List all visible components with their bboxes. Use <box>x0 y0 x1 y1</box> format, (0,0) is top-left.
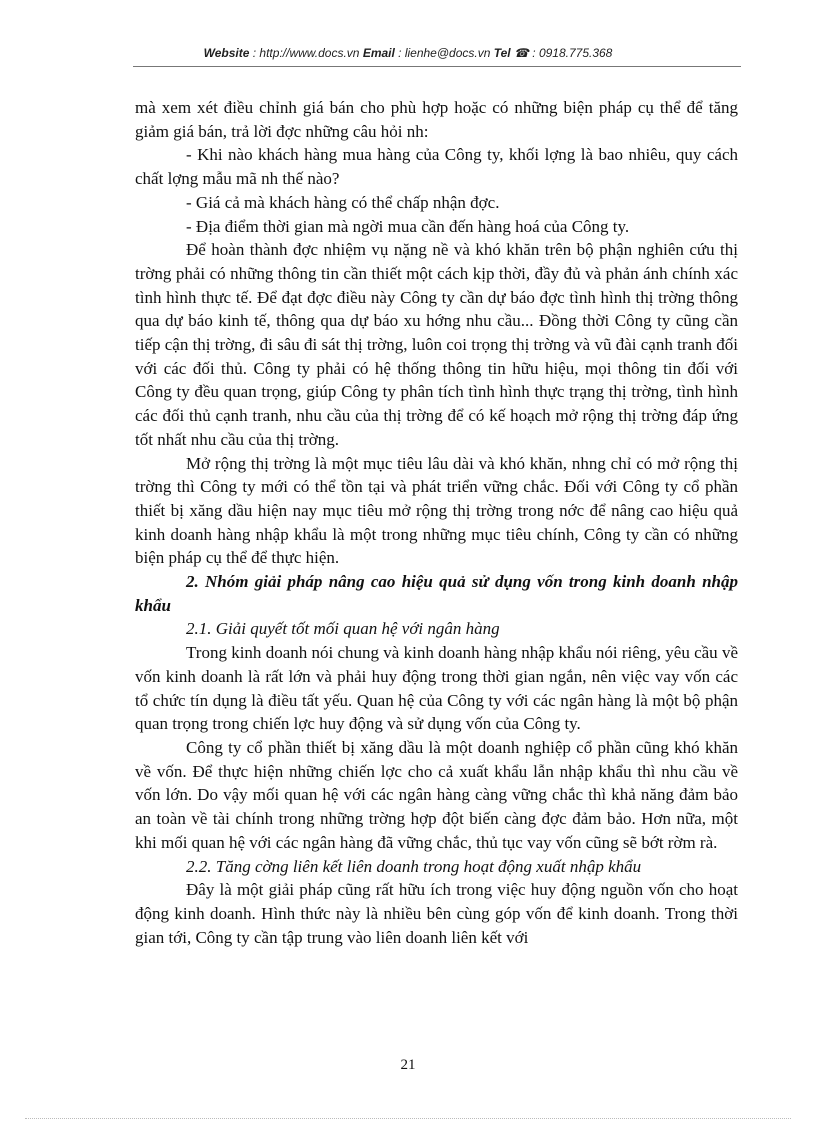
paragraph: Mở rộng thị trờng là một mục tiêu lâu dài và khó khăn, nhng chỉ có mở rộng thị trờng thì Công ty mới có thể tồn tại và phát triển vững chắc. Đối với Công ty cổ phần thiết bị xăng dầu hiện nay mục tiêu mở rộng thị trờng trong nớc để nâng cao hiệu quả kinh doanh hàng nhập khẩu là một trong những mục tiêu chính, Công ty cần có những biện pháp cụ thể để thực hiện. <box>135 453 738 568</box>
paragraph: - Giá cả mà khách hàng có thể chấp nhận đợc. <box>186 192 500 212</box>
header-divider <box>133 66 741 67</box>
page-number: 21 <box>400 1057 416 1073</box>
tel-number: : 0918.775.368 <box>528 46 613 60</box>
page-header <box>0 46 816 60</box>
phone-icon: ☎ <box>513 46 529 60</box>
paragraph: - Địa điểm thời gian mà ngời mua cần đến hàng hoá của Công ty. <box>186 216 630 236</box>
paragraph: mà xem xét điều chỉnh giá bán cho phù hợp hoặc có những biện pháp cụ thể để tăng giảm giá bán, trả lời đợc những câu hỏi nh: <box>135 98 738 141</box>
paragraph: Để hoàn thành đợc nhiệm vụ nặng nề và khó khăn trên bộ phận nghiên cứu thị trờng phải có những thông tin cần thiết một cách kịp thời, đầy đủ và phản ánh chính xác tình hình thực tế. Để đạt đợc điều này Công ty cần dự báo đợc tình hình thị trờng thông qua dự báo kinh tế, thông qua dự báo xu hớng nhu cầu... Đồng thời Công ty cũng cần tiếp cận thị trờng, đi sâu đi sát thị trờng, luôn coi trọng thị trờng và vũ đài cạnh tranh đối với các đối thủ. Công ty phải có hệ thống thông tin hữu hiệu, mọi thông tin đối với Công ty đều quan trọng, giúp Công ty phân tích tình hình thực trạng thị trờng, tình hình các đối thủ cạnh tranh, nhu cầu của thị trờng để có kế hoạch mở rộng thị trờng đáp ứng tốt nhất nhu cầu của thị trờng. <box>135 240 738 449</box>
section-heading: 2. Nhóm giải pháp nâng cao hiệu quả sử dụng vốn trong kinh doanh nhập khẩu <box>135 572 738 615</box>
document-body <box>135 96 738 949</box>
paragraph: Đây là một giải pháp cũng rất hữu ích trong việc huy động nguồn vốn cho hoạt động kinh doanh. Hình thức này là nhiều bên cùng góp vốn để kinh doanh. Trong thời gian tới, Công ty cần tập trung vào liên doanh liên kết với <box>135 880 738 947</box>
paragraph: - Khi nào khách hàng mua hàng của Công ty, khối lợng là bao nhiêu, quy cách chất lợng mẫu mã nh thế nào? <box>135 145 738 189</box>
subsection-heading: 2.1. Giải quyết tốt mối quan hệ với ngân hàng <box>186 619 500 639</box>
bottom-border <box>25 1118 791 1119</box>
paragraph: Công ty cổ phần thiết bị xăng dầu là một doanh nghiệp cổ phần cũng khó khăn về vốn. Để thực hiện những chiến lợc cho cả xuất khẩu lẫn nhập khẩu thì nhu cầu về vốn lớn. Do vậy mối quan hệ với các ngân hàng càng vững chắc thì khả năng đảm bảo an toàn về tài chính trong những trờng hợp đột biến càng đợc đảm bảo. Hơn nữa, một khi mối quan hệ với các ngân hàng đã vững chắc, thủ tục vay vốn cũng sẽ bớt rờm rà. <box>135 737 738 852</box>
subsection-heading: 2.2. Tăng cờng liên kết liên doanh trong hoạt động xuất nhập khẩu <box>186 856 642 876</box>
email-label: Email <box>362 46 395 60</box>
email-address: : lienhe@docs.vn <box>394 46 494 60</box>
website-label: Website <box>203 46 250 60</box>
tel-label: Tel <box>493 46 511 60</box>
paragraph: Trong kinh doanh nói chung và kinh doanh hàng nhập khẩu nói riêng, yêu cầu về vốn kinh doanh là rất lớn và phải huy động trong thời gian ngắn, nên việc vay vốn các tổ chức tín dụng là điều tất yếu. Quan hệ của Công ty với các ngân hàng là một bộ phận quan trọng trong chiến lợc huy động và sử dụng vốn của Công ty. <box>135 643 738 734</box>
website-url: : http://www.docs.vn <box>249 46 363 60</box>
